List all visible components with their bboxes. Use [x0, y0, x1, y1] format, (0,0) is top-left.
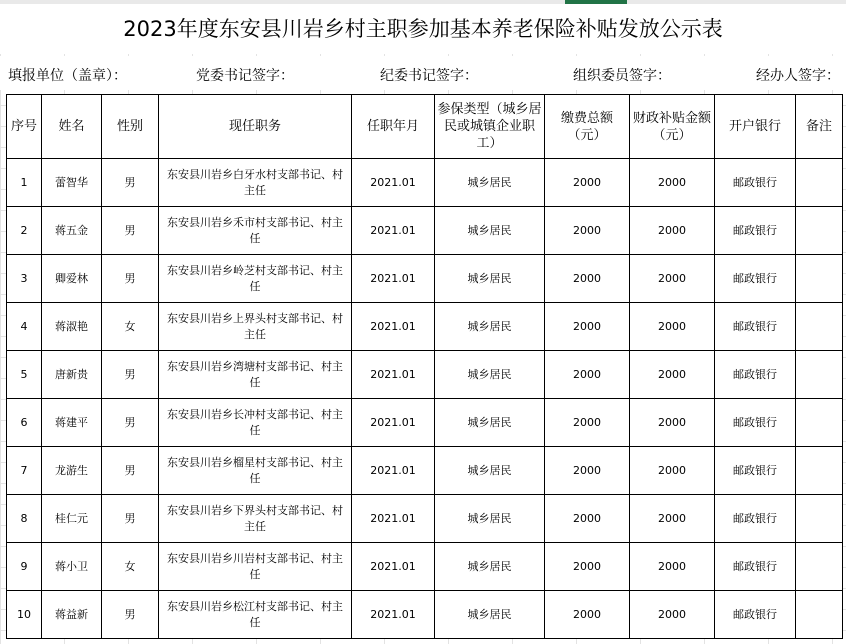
cell-bank[interactable]: 邮政银行 [715, 543, 796, 591]
cell-no[interactable]: 3 [7, 255, 42, 303]
header-position[interactable]: 现任职务 [159, 95, 352, 159]
cell-no[interactable]: 10 [7, 591, 42, 639]
cell-total-fee[interactable]: 2000 [545, 495, 630, 543]
cell-subsidy[interactable]: 2000 [630, 303, 715, 351]
cell-no[interactable]: 4 [7, 303, 42, 351]
organization-member-signature-label: 组织委员签字： [573, 68, 671, 84]
cell-no[interactable]: 8 [7, 495, 42, 543]
handler-signature-label: 经办人签字： [756, 68, 840, 84]
table-row [7, 351, 843, 399]
cell-position[interactable]: 东安县川岩乡榴星村支部书记、村主任 [159, 447, 352, 495]
cell-name[interactable]: 蕾智华 [42, 159, 102, 207]
cell-gender[interactable]: 女 [102, 543, 159, 591]
cell-name[interactable]: 蒋五金 [42, 207, 102, 255]
cell-tenure[interactable]: 2021.01 [352, 543, 435, 591]
subsidy-table [6, 94, 843, 639]
cell-name[interactable]: 蒋益新 [42, 591, 102, 639]
cell-gender[interactable]: 女 [102, 303, 159, 351]
table-row [7, 159, 843, 207]
header-subsidy[interactable]: 财政补贴金额（元） [630, 95, 715, 159]
cell-total-fee[interactable]: 2000 [545, 159, 630, 207]
cell-gender[interactable]: 男 [102, 351, 159, 399]
table-row [7, 255, 843, 303]
cell-bank[interactable]: 邮政银行 [715, 303, 796, 351]
cell-subsidy[interactable]: 2000 [630, 159, 715, 207]
table-row [7, 303, 843, 351]
header-remarks[interactable]: 备注 [796, 95, 843, 159]
cell-remarks[interactable] [796, 207, 843, 255]
cell-remarks[interactable] [796, 303, 843, 351]
cell-subsidy[interactable]: 2000 [630, 543, 715, 591]
cell-name[interactable]: 卿爱林 [42, 255, 102, 303]
signature-line [0, 56, 846, 90]
cell-position[interactable]: 东安县川岩乡上界头村支部书记、村主任 [159, 303, 352, 351]
cell-name[interactable]: 唐新贵 [42, 351, 102, 399]
unit-seal-label: 填报单位（盖章）： [8, 68, 127, 84]
cell-bank[interactable]: 邮政银行 [715, 447, 796, 495]
cell-remarks[interactable] [796, 399, 843, 447]
cell-bank[interactable]: 邮政银行 [715, 591, 796, 639]
cell-remarks[interactable] [796, 159, 843, 207]
sheet-title: 2023年度东安县川岩乡村主职参加基本养老保险补贴发放公示表 [0, 4, 846, 54]
cell-bank[interactable]: 邮政银行 [715, 255, 796, 303]
cell-position[interactable]: 东安县川岩乡下界头村支部书记、村主任 [159, 495, 352, 543]
cell-gender[interactable]: 男 [102, 207, 159, 255]
cell-name[interactable]: 蒋建平 [42, 399, 102, 447]
cell-bank[interactable]: 邮政银行 [715, 351, 796, 399]
cell-position[interactable]: 东安县川岩乡白牙水村支部书记、村主任 [159, 159, 352, 207]
cell-insurance-type[interactable]: 城乡居民 [435, 159, 545, 207]
cell-subsidy[interactable]: 2000 [630, 447, 715, 495]
cell-position[interactable]: 东安县川岩乡川岩村支部书记、村主任 [159, 543, 352, 591]
cell-total-fee[interactable]: 2000 [545, 255, 630, 303]
cell-no[interactable]: 6 [7, 399, 42, 447]
header-tenure[interactable]: 任职年月 [352, 95, 435, 159]
cell-subsidy[interactable]: 2000 [630, 351, 715, 399]
header-name[interactable]: 姓名 [42, 95, 102, 159]
cell-insurance-type[interactable]: 城乡居民 [435, 399, 545, 447]
cell-tenure[interactable]: 2021.01 [352, 399, 435, 447]
discipline-secretary-signature-label: 纪委书记签字： [380, 68, 478, 84]
table-row [7, 495, 843, 543]
cell-total-fee[interactable]: 2000 [545, 399, 630, 447]
cell-remarks[interactable] [796, 495, 843, 543]
cell-gender[interactable]: 男 [102, 255, 159, 303]
cell-tenure[interactable]: 2021.01 [352, 207, 435, 255]
cell-gender[interactable]: 男 [102, 447, 159, 495]
cell-total-fee[interactable]: 2000 [545, 543, 630, 591]
cell-bank[interactable]: 邮政银行 [715, 207, 796, 255]
cell-total-fee[interactable]: 2000 [545, 447, 630, 495]
cell-insurance-type[interactable]: 城乡居民 [435, 495, 545, 543]
cell-subsidy[interactable]: 2000 [630, 255, 715, 303]
header-total-fee[interactable]: 缴费总额（元） [545, 95, 630, 159]
cell-name[interactable]: 桂仁元 [42, 495, 102, 543]
cell-total-fee[interactable]: 2000 [545, 303, 630, 351]
cell-remarks[interactable] [796, 255, 843, 303]
table-row [7, 447, 843, 495]
cell-no[interactable]: 9 [7, 543, 42, 591]
header-insurance-type[interactable]: 参保类型（城乡居民或城镇企业职工） [435, 95, 545, 159]
header-no[interactable]: 序号 [7, 95, 42, 159]
cell-no[interactable]: 2 [7, 207, 42, 255]
cell-tenure[interactable]: 2021.01 [352, 591, 435, 639]
table-row [7, 207, 843, 255]
cell-total-fee[interactable]: 2000 [545, 207, 630, 255]
cell-subsidy[interactable]: 2000 [630, 207, 715, 255]
cell-insurance-type[interactable]: 城乡居民 [435, 543, 545, 591]
cell-position[interactable]: 东安县川岩乡岭芝村支部书记、村主任 [159, 255, 352, 303]
cell-name[interactable]: 蒋淑艳 [42, 303, 102, 351]
cell-position[interactable]: 东安县川岩乡湾塘村支部书记、村主任 [159, 351, 352, 399]
cell-insurance-type[interactable]: 城乡居民 [435, 447, 545, 495]
cell-gender[interactable]: 男 [102, 591, 159, 639]
cell-gender[interactable]: 男 [102, 495, 159, 543]
cell-no[interactable]: 7 [7, 447, 42, 495]
cell-remarks[interactable] [796, 543, 843, 591]
header-gender[interactable]: 性别 [102, 95, 159, 159]
cell-bank[interactable]: 邮政银行 [715, 399, 796, 447]
cell-no[interactable]: 5 [7, 351, 42, 399]
cell-position[interactable]: 东安县川岩乡松江村支部书记、村主任 [159, 591, 352, 639]
cell-name[interactable]: 龙游生 [42, 447, 102, 495]
table-row [7, 543, 843, 591]
table-header-row [7, 95, 843, 159]
cell-insurance-type[interactable]: 城乡居民 [435, 207, 545, 255]
cell-tenure[interactable]: 2021.01 [352, 351, 435, 399]
cell-tenure[interactable]: 2021.01 [352, 303, 435, 351]
cell-tenure[interactable]: 2021.01 [352, 447, 435, 495]
cell-gender[interactable]: 男 [102, 399, 159, 447]
table-row [7, 399, 843, 447]
cell-gender[interactable]: 男 [102, 159, 159, 207]
cell-insurance-type[interactable]: 城乡居民 [435, 591, 545, 639]
cell-subsidy[interactable]: 2000 [630, 495, 715, 543]
cell-tenure[interactable]: 2021.01 [352, 159, 435, 207]
cell-tenure[interactable]: 2021.01 [352, 255, 435, 303]
column-header-strip [0, 0, 846, 4]
selected-column-indicator [565, 0, 627, 4]
header-bank[interactable]: 开户银行 [715, 95, 796, 159]
cell-remarks[interactable] [796, 351, 843, 399]
cell-position[interactable]: 东安县川岩乡长冲村支部书记、村主任 [159, 399, 352, 447]
cell-remarks[interactable] [796, 447, 843, 495]
cell-total-fee[interactable]: 2000 [545, 351, 630, 399]
cell-subsidy[interactable]: 2000 [630, 399, 715, 447]
cell-position[interactable]: 东安县川岩乡禾市村支部书记、村主任 [159, 207, 352, 255]
table-row [7, 591, 843, 639]
cell-bank[interactable]: 邮政银行 [715, 495, 796, 543]
cell-tenure[interactable]: 2021.01 [352, 495, 435, 543]
cell-insurance-type[interactable]: 城乡居民 [435, 303, 545, 351]
cell-insurance-type[interactable]: 城乡居民 [435, 351, 545, 399]
party-secretary-signature-label: 党委书记签字： [196, 68, 294, 84]
cell-bank[interactable]: 邮政银行 [715, 159, 796, 207]
cell-no[interactable]: 1 [7, 159, 42, 207]
cell-total-fee[interactable]: 2000 [545, 591, 630, 639]
cell-subsidy[interactable]: 2000 [630, 591, 715, 639]
cell-name[interactable]: 蒋小卫 [42, 543, 102, 591]
cell-remarks[interactable] [796, 591, 843, 639]
cell-insurance-type[interactable]: 城乡居民 [435, 255, 545, 303]
